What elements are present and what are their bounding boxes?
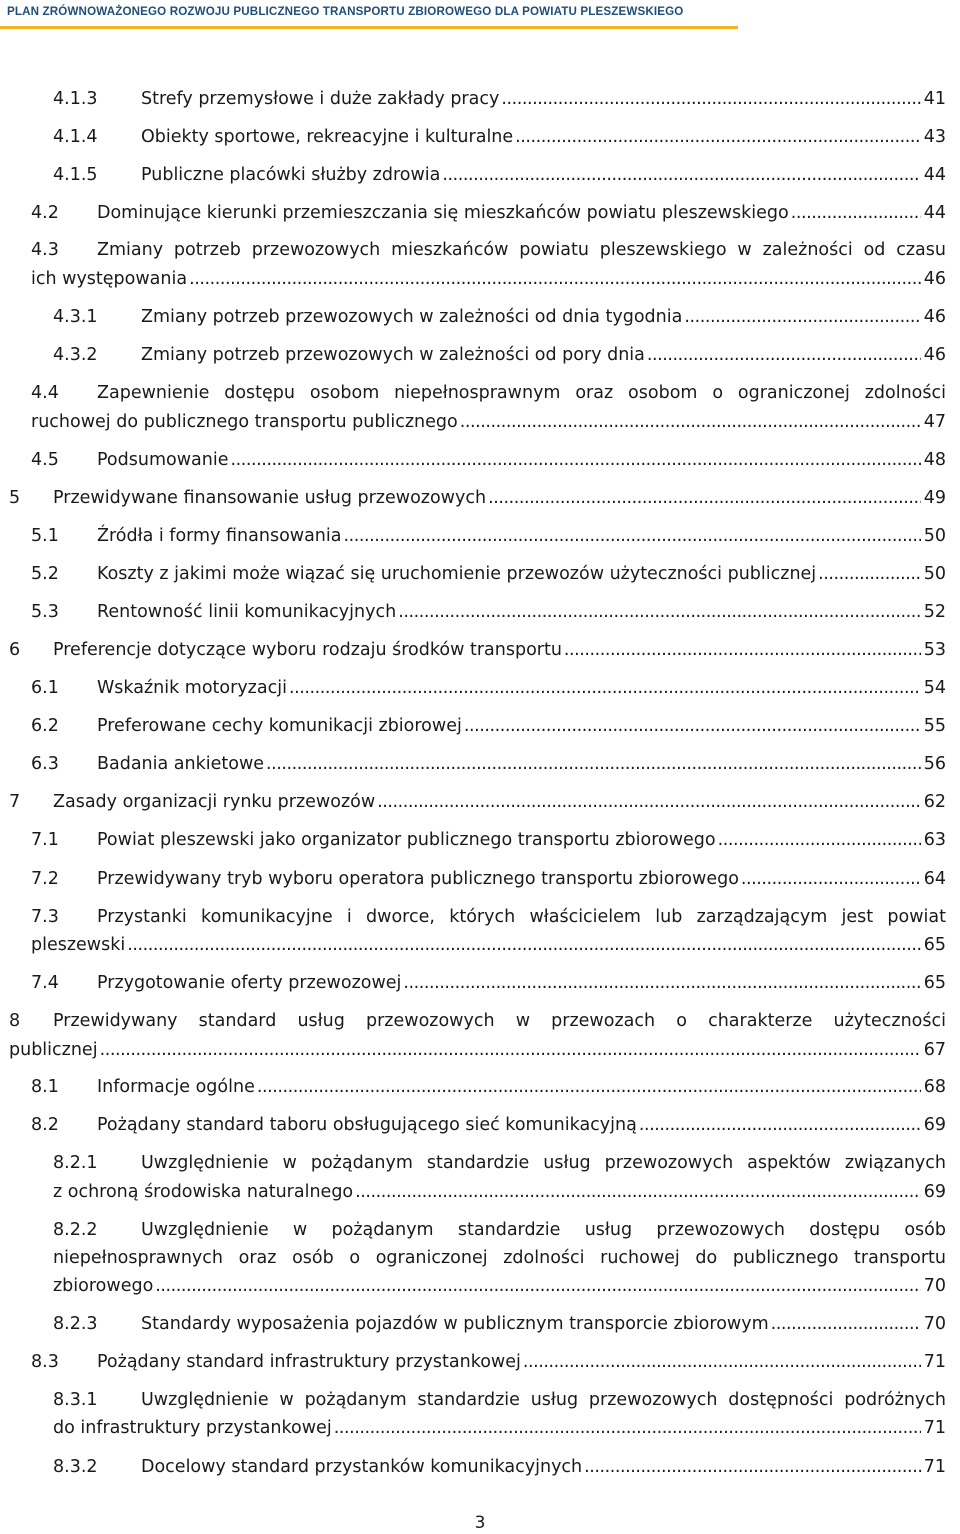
toc-entry-continuation	[31, 410, 946, 434]
toc-entry-number: 5.2	[31, 564, 59, 584]
dot-leader	[791, 201, 921, 225]
toc-entry-page: 70	[923, 1314, 946, 1334]
toc-entry[interactable]	[31, 714, 946, 738]
toc-entry-continuation	[31, 267, 946, 291]
toc-entry-number: 6.2	[31, 716, 59, 736]
toc-entry[interactable]	[31, 1350, 946, 1374]
toc-entry-continuation	[9, 1038, 946, 1062]
toc-entry-continuation	[53, 1274, 946, 1298]
dot-leader	[189, 267, 921, 291]
toc-entry-number: 8.2.2	[53, 1220, 98, 1240]
toc-entry-continuation	[53, 1246, 946, 1270]
toc-entry-continuation	[53, 1180, 946, 1204]
dot-leader	[771, 1312, 921, 1336]
dot-leader	[355, 1180, 921, 1204]
toc-entry-page: 47	[923, 412, 946, 432]
dot-leader	[403, 971, 920, 995]
toc-entry-number: 8	[9, 1011, 21, 1031]
toc-entry-title: Powiat pleszewski jako organizator publicznego transportu zbiorowego	[97, 830, 716, 850]
toc-entry-page: 68	[923, 1077, 946, 1097]
toc-entry[interactable]	[53, 1151, 946, 1175]
toc-entry-title-continued: do infrastruktury przystankowej	[53, 1418, 332, 1438]
toc-entry-title: Rentowność linii komunikacyjnych	[97, 602, 397, 622]
dot-leader	[523, 1350, 921, 1374]
toc-entry-title: Dominujące kierunki przemieszczania się mieszkańców powiatu pleszewskiego	[97, 203, 789, 223]
toc-entry-title: Obiekty sportowe, rekreacyjne i kulturalne	[141, 127, 514, 147]
toc-entry[interactable]	[31, 905, 946, 929]
toc-entry[interactable]	[53, 163, 946, 187]
toc-entry-page: 54	[923, 678, 946, 698]
dot-leader	[718, 828, 921, 852]
toc-entry-page: 49	[923, 488, 946, 508]
toc-entry-number: 4.3.2	[53, 345, 98, 365]
toc-entry[interactable]	[31, 867, 946, 891]
toc-entry-title-continued: zbiorowego	[53, 1276, 154, 1296]
toc-entry[interactable]	[9, 790, 946, 814]
toc-entry[interactable]	[9, 486, 946, 510]
toc-entry-number: 7.2	[31, 869, 59, 889]
toc-entry-title-continued: z ochroną środowiska naturalnego	[53, 1182, 354, 1202]
toc-entry-page: 46	[923, 345, 946, 365]
toc-entry-page: 69	[923, 1182, 946, 1202]
toc-entry[interactable]	[31, 971, 946, 995]
toc-entry-title-continued: publicznej	[9, 1040, 98, 1060]
toc-entry-page: 55	[923, 716, 946, 736]
toc-entry-number: 7.3	[31, 907, 59, 927]
dot-leader	[155, 1274, 920, 1298]
toc-entry-title: Podsumowanie	[97, 450, 229, 470]
toc-entry[interactable]	[53, 1312, 946, 1336]
toc-entry-title-continued: pleszewski	[31, 935, 126, 955]
toc-entry-title: Preferowane cechy komunikacji zbiorowej	[97, 716, 462, 736]
toc-entry-page: 56	[923, 754, 946, 774]
toc-entry-page: 71	[923, 1418, 946, 1438]
toc-entry[interactable]	[31, 524, 946, 548]
toc-entry-number: 6.3	[31, 754, 59, 774]
toc-entry-page: 52	[923, 602, 946, 622]
toc-entry-page: 46	[923, 307, 946, 327]
toc-entry-title-continued: niepełnosprawnych oraz osób o ograniczonej zdolności ruchowej do publicznego transportu	[53, 1248, 946, 1268]
toc-entry-number: 5.3	[31, 602, 59, 622]
dot-leader	[488, 486, 921, 510]
toc-entry-page: 64	[923, 869, 946, 889]
toc-entry[interactable]	[53, 343, 946, 367]
toc-entry[interactable]	[53, 1218, 946, 1242]
toc-entry[interactable]	[53, 305, 946, 329]
dot-leader	[334, 1416, 921, 1440]
dot-leader	[257, 1075, 921, 1099]
toc-entry-title: Badania ankietowe	[97, 754, 265, 774]
toc-entry-number: 8.3.2	[53, 1457, 98, 1477]
toc-entry-number: 7.1	[31, 830, 59, 850]
toc-entry[interactable]	[53, 1455, 946, 1479]
toc-entry[interactable]	[9, 1009, 946, 1033]
dot-leader	[501, 87, 920, 111]
toc-entry-number: 4.1.5	[53, 165, 98, 185]
dot-leader	[377, 790, 921, 814]
toc-entry[interactable]	[31, 676, 946, 700]
toc-entry-page: 43	[923, 127, 946, 147]
toc-entry-continuation	[31, 933, 946, 957]
toc-entry-title: Koszty z jakimi może wiązać się uruchomienie przewozów użyteczności publicznej	[97, 564, 817, 584]
toc-entry-title: Pożądany standard taboru obsługującego sieć komunikacyjną	[97, 1115, 637, 1135]
dot-leader	[584, 1455, 921, 1479]
page-number: 3	[474, 1513, 486, 1533]
toc-entry[interactable]	[53, 125, 946, 149]
header-title: PLAN ZRÓWNOWAŻONEGO ROZWOJU PUBLICZNEGO TRANSPORTU ZBIOROWEGO DLA POWIATU PLESZEWSKIEGO	[7, 5, 684, 18]
toc-entry-title: Źródła i formy finansowania	[97, 526, 342, 546]
dot-leader	[741, 867, 921, 891]
dot-leader	[266, 752, 921, 776]
toc-entry-number: 4.5	[31, 450, 59, 470]
toc-entry-continuation	[53, 1416, 946, 1440]
toc-entry-number: 8.3	[31, 1352, 59, 1372]
toc-entry-title: Zapewnienie dostępu osobom niepełnosprawnym oraz osobom o ograniczonej zdolności	[97, 383, 946, 403]
header-rule	[0, 26, 738, 29]
toc-entry-title: Przewidywane finansowanie usług przewozowych	[53, 488, 487, 508]
toc-entry-title: Preferencje dotyczące wyboru rodzaju środków transportu	[53, 640, 562, 660]
toc-entry-title: Pożądany standard infrastruktury przystankowej	[97, 1352, 521, 1372]
toc-entry-title-continued: ich występowania	[31, 269, 188, 289]
toc-entry-title: Uwzględnienie w pożądanym standardzie usług przewozowych dostępności podróżnych	[141, 1390, 946, 1410]
toc-entry[interactable]	[9, 638, 946, 662]
toc-entry-page: 53	[923, 640, 946, 660]
dot-leader	[289, 676, 921, 700]
toc-entry[interactable]	[31, 828, 946, 852]
toc-entry-number: 5	[9, 488, 21, 508]
toc-entry-number: 6.1	[31, 678, 59, 698]
toc-entry-title: Przygotowanie oferty przewozowej	[97, 973, 402, 993]
toc-entry[interactable]	[31, 1113, 946, 1137]
toc-entry[interactable]	[31, 1075, 946, 1099]
toc-entry[interactable]	[53, 87, 946, 111]
toc-entry[interactable]	[31, 238, 946, 262]
toc-entry-page: 70	[923, 1276, 946, 1296]
toc-entry-number: 8.1	[31, 1077, 59, 1097]
toc-entry-number: 4.2	[31, 203, 59, 223]
toc-entry-page: 71	[923, 1352, 946, 1372]
toc-entry-title: Przystanki komunikacyjne i dworce, których właścicielem lub zarządzającym jest powiat	[97, 907, 946, 927]
toc-entry-title: Przewidywany standard usług przewozowych w przewozach o charakterze użyteczności	[53, 1011, 946, 1031]
toc-entry-page: 48	[923, 450, 946, 470]
toc-entry-number: 4.1.3	[53, 89, 98, 109]
toc-entry-number: 5.1	[31, 526, 59, 546]
dot-leader	[515, 125, 921, 149]
dot-leader	[647, 343, 921, 367]
dot-leader	[230, 448, 920, 472]
dot-leader	[684, 305, 920, 329]
toc-entry-number: 8.2	[31, 1115, 59, 1135]
toc-entry-title: Zmiany potrzeb przewozowych mieszkańców powiatu pleszewskiego w zależności od czasu	[97, 240, 946, 260]
toc-entry-page: 65	[923, 935, 946, 955]
toc-entry-page: 62	[923, 792, 946, 812]
dot-leader	[442, 163, 920, 187]
toc-entry-number: 6	[9, 640, 21, 660]
toc-entry-number: 8.2.3	[53, 1314, 98, 1334]
toc-entry-number: 4.1.4	[53, 127, 98, 147]
dot-leader	[398, 600, 921, 624]
toc-entry-title: Zmiany potrzeb przewozowych w zależności od dnia tygodnia	[141, 307, 683, 327]
toc-entry[interactable]	[31, 752, 946, 776]
toc-entry-page: 69	[923, 1115, 946, 1135]
dot-leader	[344, 524, 921, 548]
toc-entry-page: 50	[923, 526, 946, 546]
toc-entry-title: Standardy wyposażenia pojazdów w publicznym transporcie zbiorowym	[141, 1314, 769, 1334]
toc-entry-title-continued: ruchowej do publicznego transportu publicznego	[31, 412, 458, 432]
toc-entry-page: 41	[923, 89, 946, 109]
toc-entry-page: 63	[923, 830, 946, 850]
dot-leader	[464, 714, 921, 738]
toc-entry-page: 67	[923, 1040, 946, 1060]
toc-entry-title: Zmiany potrzeb przewozowych w zależności od pory dnia	[141, 345, 645, 365]
toc-entry-title: Zasady organizacji rynku przewozów	[53, 792, 376, 812]
dot-leader	[818, 562, 921, 586]
dot-leader	[564, 638, 921, 662]
toc-entry-title: Strefy przemysłowe i duże zakłady pracy	[141, 89, 500, 109]
toc-entry-page: 44	[923, 165, 946, 185]
dot-leader	[127, 933, 920, 957]
toc-entry-number: 8.2.1	[53, 1153, 98, 1173]
toc-entry-title: Informacje ogólne	[97, 1077, 255, 1097]
dot-leader	[460, 410, 921, 434]
toc-entry[interactable]	[53, 1388, 946, 1412]
toc-entry-title: Publiczne placówki służby zdrowia	[141, 165, 441, 185]
toc-entry-number: 7.4	[31, 973, 59, 993]
toc-entry-number: 4.3	[31, 240, 59, 260]
toc-entry[interactable]	[31, 448, 946, 472]
toc-entry-number: 4.4	[31, 383, 59, 403]
toc-entry-page: 50	[923, 564, 946, 584]
dot-leader	[100, 1038, 921, 1062]
page-header	[0, 0, 960, 26]
toc-entry-number: 7	[9, 792, 21, 812]
toc-entry-page: 44	[923, 203, 946, 223]
toc-entry[interactable]	[31, 562, 946, 586]
toc-entry-number: 8.3.1	[53, 1390, 98, 1410]
dot-leader	[639, 1113, 921, 1137]
toc-entry-page: 71	[923, 1457, 946, 1477]
toc-entry-title: Uwzględnienie w pożądanym standardzie usług przewozowych aspektów związanych	[141, 1153, 946, 1173]
toc-entry-title: Docelowy standard przystanków komunikacyjnych	[141, 1457, 583, 1477]
toc-entry-page: 65	[923, 973, 946, 993]
toc-entry[interactable]	[31, 201, 946, 225]
toc-entry-title: Uwzględnienie w pożądanym standardzie usług przewozowych dostępu osób	[141, 1220, 946, 1240]
toc-entry[interactable]	[31, 381, 946, 405]
toc-entry-title: Wskaźnik motoryzacji	[97, 678, 287, 698]
toc-entry-page: 46	[923, 269, 946, 289]
toc-entry[interactable]	[31, 600, 946, 624]
toc-entry-number: 4.3.1	[53, 307, 98, 327]
toc-entry-title: Przewidywany tryb wyboru operatora publicznego transportu zbiorowego	[97, 869, 739, 889]
